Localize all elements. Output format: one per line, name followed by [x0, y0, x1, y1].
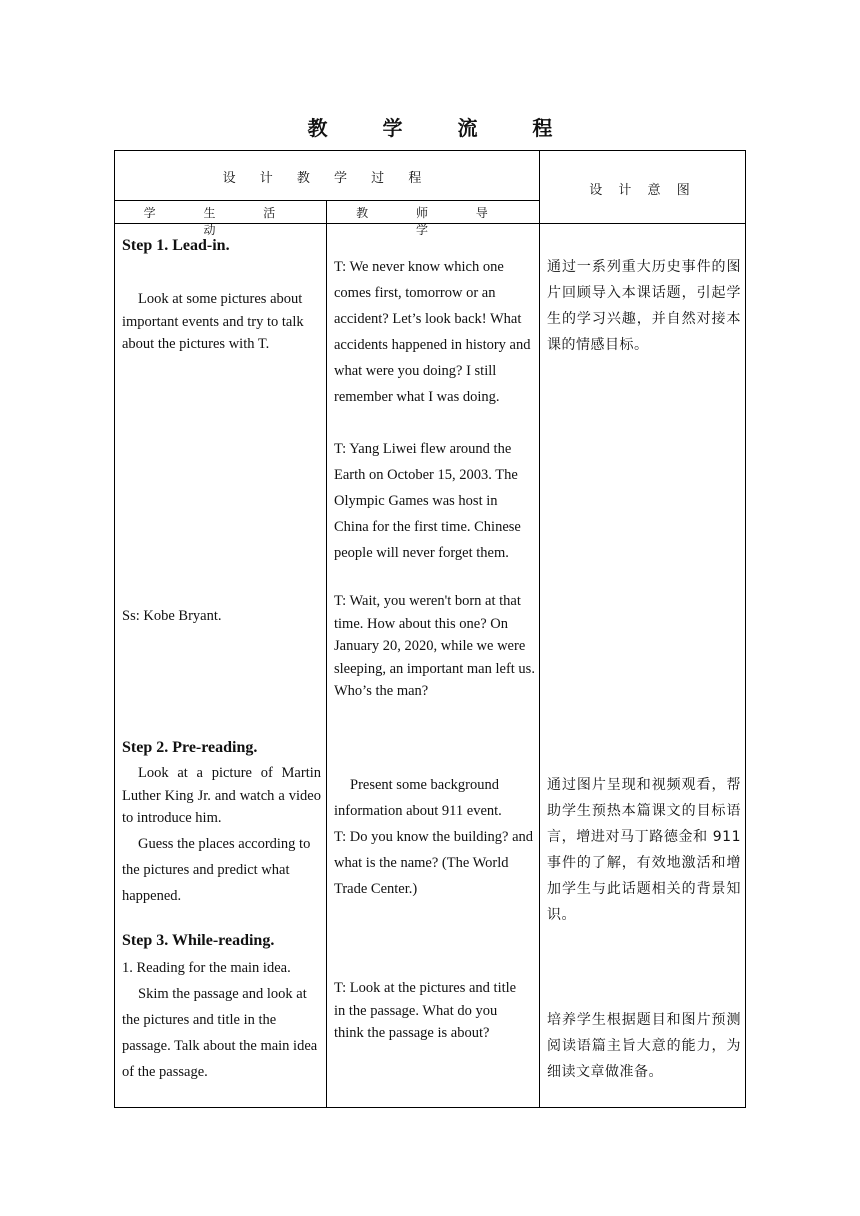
header-student: 学 生 活 动 [143, 206, 298, 237]
step2-student-b: Guess the places according to the pictures and predict what happened. [122, 836, 311, 904]
step2-intent: 通过图片呈现和视频观看，帮助学生预热本篇课文的目标语言，增进对马丁路德金和 911 事件的了解，有效地激活和增加学生与此话题相关的背景知识。 [547, 777, 741, 923]
step3-intent: 培养学生根据题目和图片预测阅读语篇主旨大意的能力，为细读文章做准备。 [547, 1012, 741, 1080]
step2-teacher-b: T: Do you know the building? and what is the name? (The World Trade Center.) [334, 829, 534, 897]
page-title: 教 学 流 程 [307, 116, 577, 140]
column-divider-2 [539, 151, 540, 1107]
step1-intent: 通过一系列重大历史事件的图片回顾导入本课话题，引起学生的学习兴趣，并自然对接本课的情感目标。 [547, 259, 741, 353]
step3-student-a: 1. Reading for the main idea. [122, 960, 291, 976]
step3-student-b: Skim the passage and look at the pictures and title in the passage. Talk about the main idea of the passage. [122, 986, 318, 1080]
step3-teacher-a: T: Look at the pictures and title in the passage. What do you think the passage is about? [334, 980, 517, 1041]
step2-heading: Step 2. Pre-reading. [122, 739, 258, 756]
step1-student-answer: Ss: Kobe Bryant. [122, 608, 222, 624]
header-process: 设 计 教 学 过 程 [222, 171, 432, 186]
lesson-flow-table [114, 150, 746, 1108]
header-teacher: 教 师 导 学 [356, 206, 510, 237]
step3-heading: Step 3. While-reading. [122, 932, 275, 949]
step1-teacher-b: T: Yang Liwei flew around the Earth on October 15, 2003. The Olympic Games was host in China for the first time. Chinese people will never forget them. [334, 441, 521, 561]
step1-teacher-c: T: Wait, you weren't born at that time. How about this one? On January 20, 2020, while we were sleeping, an important man left us. Who’s the man? [334, 593, 535, 699]
header-intent: 设 计 意 图 [589, 183, 696, 198]
step2-teacher-a: Present some background information about 911 event. [334, 777, 502, 819]
step2-student-a: Look at a picture of Martin Luther King Jr. and watch a video to introduce him. [122, 765, 321, 826]
step1-student-activity: Look at some pictures about important events and try to talk about the pictures with T. [122, 291, 304, 352]
header-divider-left [115, 200, 539, 201]
step1-heading: Step 1. Lead-in. [122, 237, 230, 254]
step1-teacher-a: T: We never know which one comes first, tomorrow or an accident? Let’s look back! What accidents happened in history and what were you doing? I still remember what I was doing. [334, 259, 531, 405]
column-divider-1 [326, 200, 327, 1107]
